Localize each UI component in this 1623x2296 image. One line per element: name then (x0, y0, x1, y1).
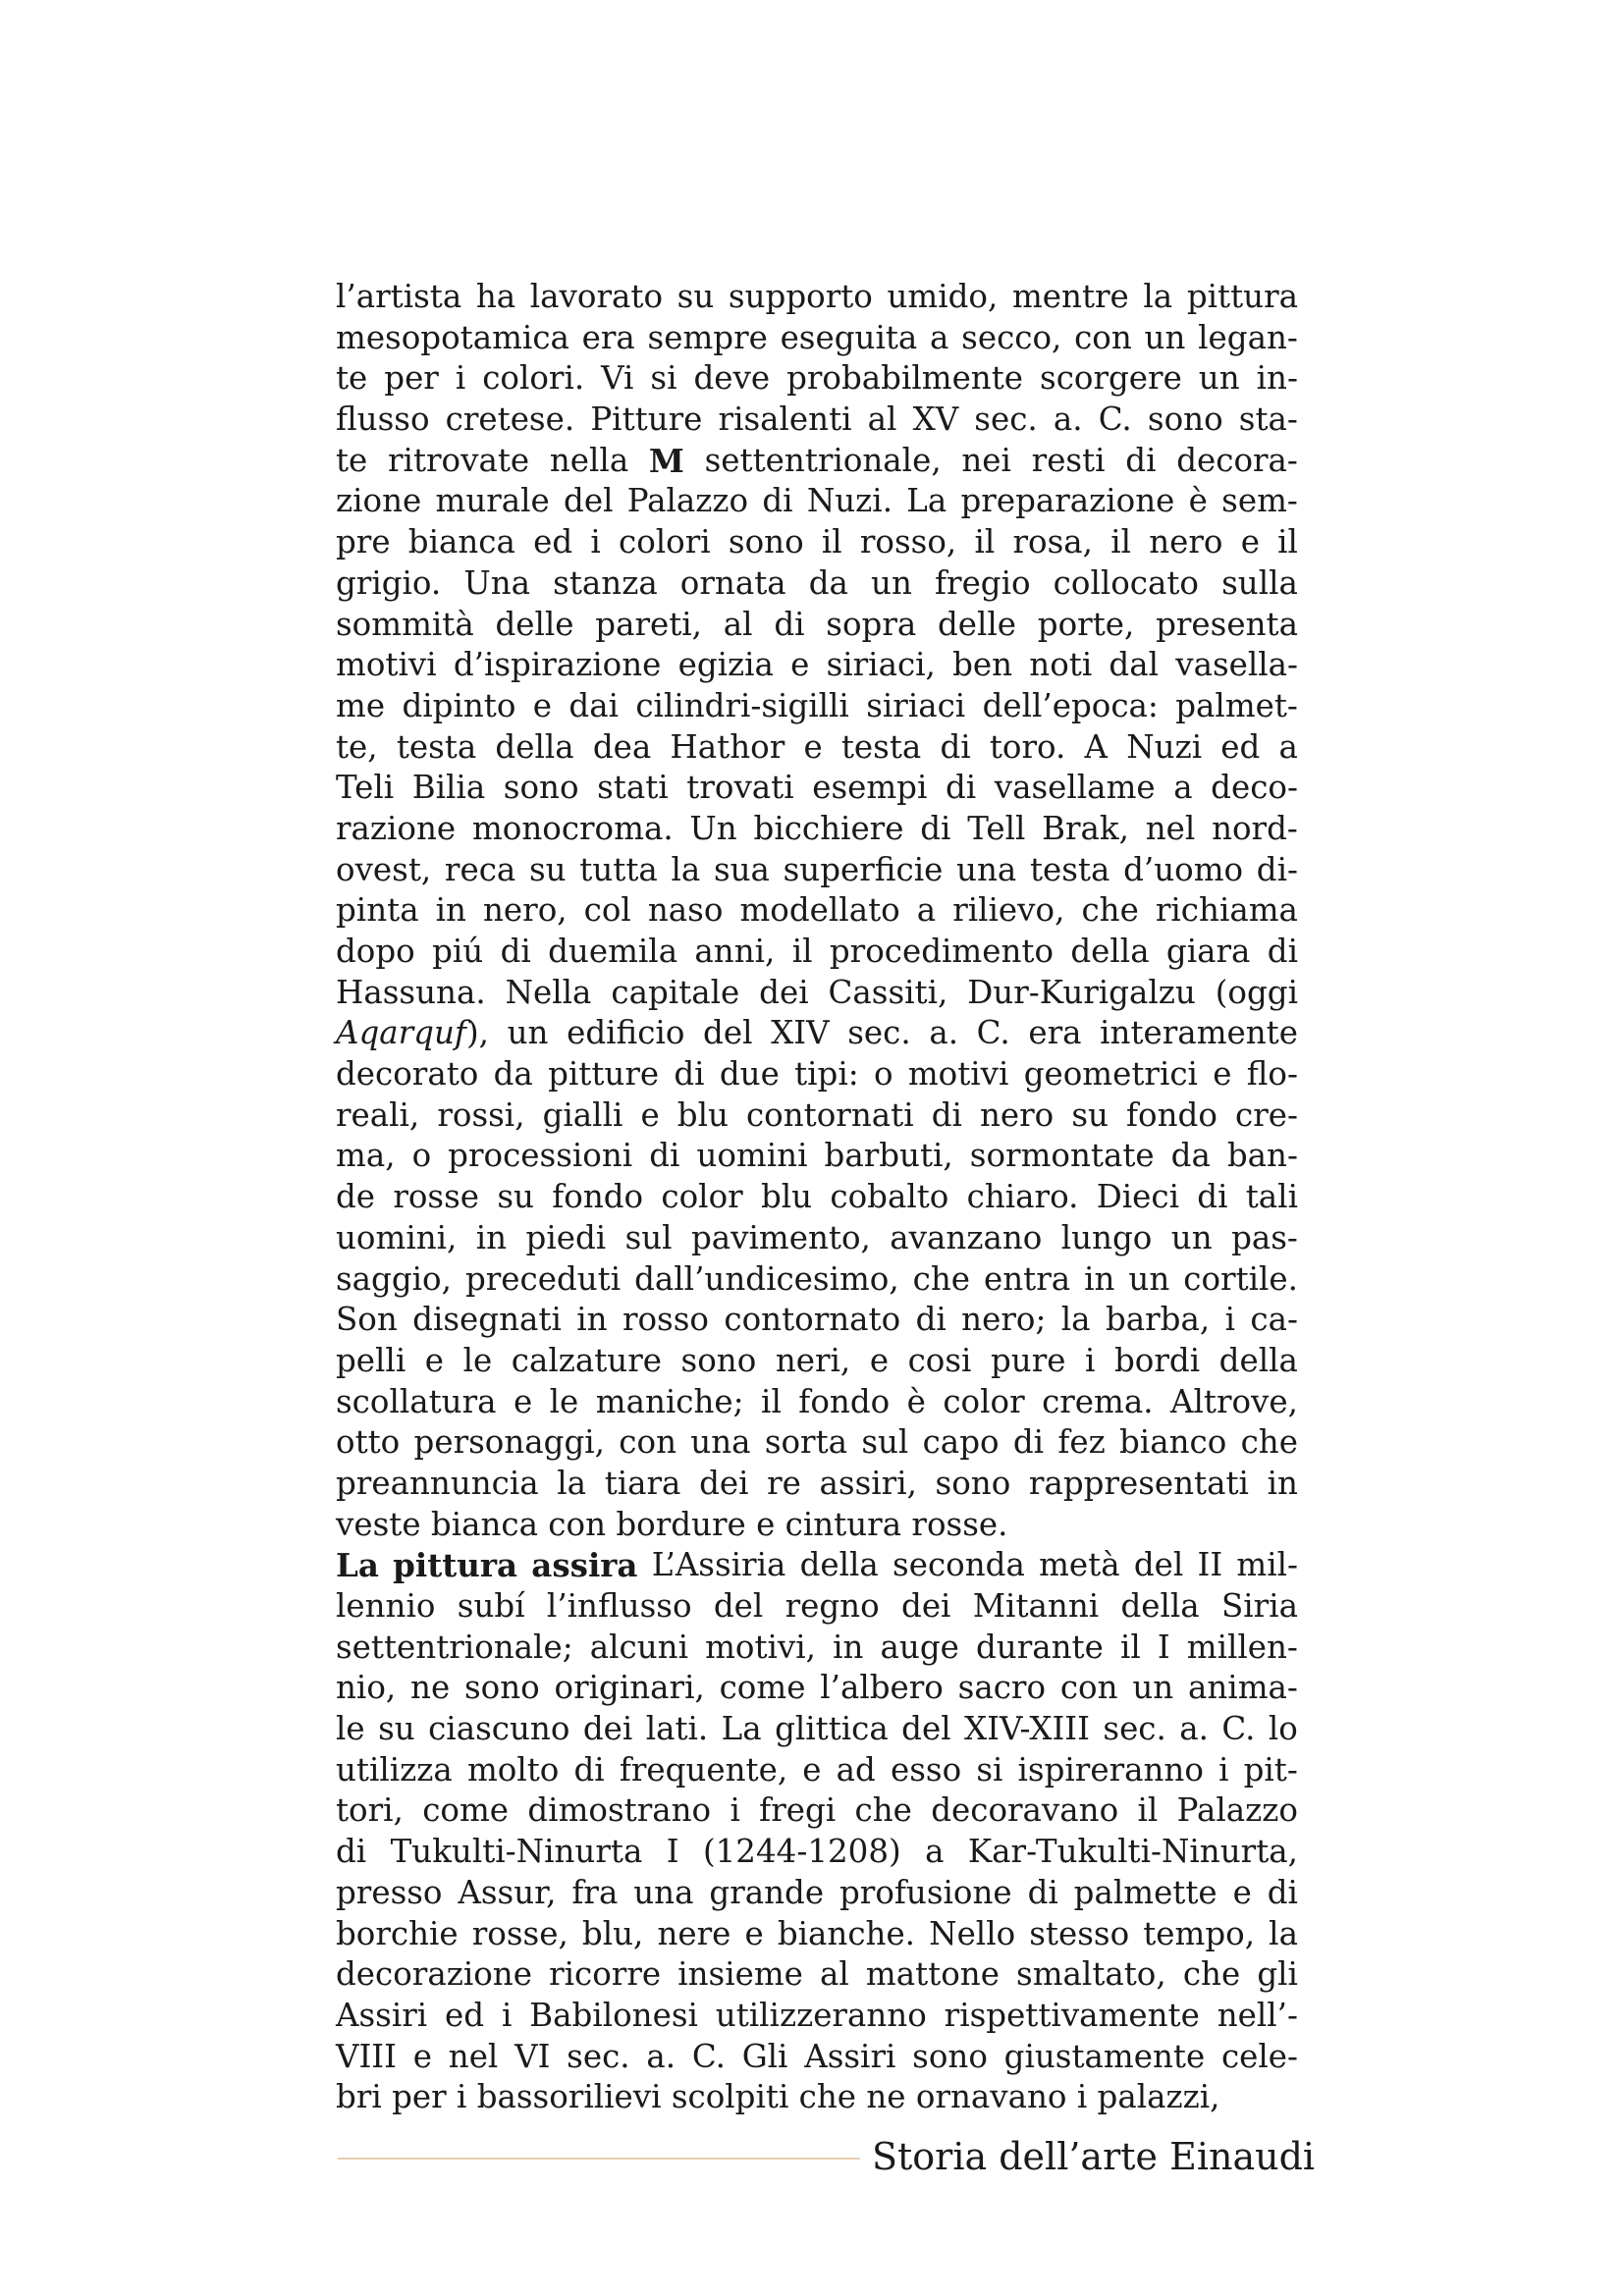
text-line: dopo piú di duemila anni, il procedimento della giara di (336, 933, 1298, 970)
text-line: VIII e nel VI sec. a. C. Gli Assiri sono giustamente cele- (336, 2037, 1298, 2075)
text-line: Teli Bilia sono stati trovati esempi di vasellame a deco- (336, 769, 1298, 807)
text-line: decorato da pitture di due tipi: o motivi geometrici e flo- (336, 1055, 1298, 1094)
text-line: motivi d’ispirazione egizia e siriaci, ben noti dal vasella- (336, 646, 1298, 684)
text-line: reali, rossi, gialli e blu contornati di nero su fondo cre- (336, 1095, 1298, 1134)
text-line: zione murale del Palazzo di Nuzi. La preparazione è sem- (336, 482, 1298, 520)
text-line: borchie rosse, blu, nere e bianche. Nello stesso tempo, la (336, 1914, 1298, 1952)
text-line: ma, o processioni di uomini barbuti, sormontate da ban- (336, 1137, 1298, 1175)
footer-rule (338, 2158, 860, 2160)
text-line: le su ciascuno dei lati. La glittica del XIV-XIII sec. a. C. lo (336, 1710, 1298, 1748)
text-line: sommità delle pareti, al di sopra delle porte, presenta (336, 605, 1298, 643)
body-text (336, 277, 1298, 2118)
text-line: nio, ne sono originari, come l’albero sacro con un anima- (336, 1669, 1298, 1707)
text-line: razione monocroma. Un bicchiere di Tell Brak, nel nord- (336, 809, 1298, 847)
text-line: presso Assur, fra una grande profusione di palmette e di (336, 1873, 1298, 1911)
text-line: di Tukulti-Ninurta I (1244-1208) a Kar-Tukulti-Ninurta, (336, 1833, 1298, 1871)
text-line: bri per i bassorilievi scolpiti che ne ornavano i palazzi, (336, 2078, 1220, 2116)
text-line: te per i colori. Vi si deve probabilmente scorgere un in- (336, 359, 1298, 398)
text-line: pelli e le calzature sono neri, e cosi pure i bordi della (336, 1341, 1298, 1379)
footer-title: Storia dell’arte Einaudi (872, 2135, 1316, 2178)
text-line: flusso cretese. Pitture risalenti al XV sec. a. C. sono sta- (336, 400, 1298, 439)
text-line: lennio subí l’influsso del regno dei Mitanni della Siria (336, 1587, 1298, 1625)
text-line: settentrionale; alcuni motivi, in auge durante il I millen- (336, 1628, 1298, 1666)
text-line: veste bianca con bordure e cintura rosse. (336, 1505, 1008, 1543)
text-line: pinta in nero, col naso modellato a rilievo, che richiama (336, 891, 1298, 930)
text-line: preannuncia la tiara dei re assiri, sono rappresentati in (336, 1464, 1298, 1502)
text-line: saggio, preceduti dall’undicesimo, che entra in un cortile. (336, 1259, 1298, 1298)
text-line: Hassuna. Nella capitale dei Cassiti, Dur-Kurigalzu (oggi (336, 973, 1298, 1011)
text-line: me dipinto e dai cilindri-sigilli siriaci dell’epoca: palmet- (336, 686, 1298, 724)
text-line: de rosse su fondo color blu cobalto chiaro. Dieci di tali (336, 1178, 1298, 1216)
text-line: Aqarquf), un edificio del XIV sec. a. C. era interamente (336, 1014, 1298, 1052)
text-line: utilizza molto di frequente, e ad esso si ispireranno i pit- (336, 1750, 1298, 1789)
text-line: mesopotamica era sempre eseguita a secco, con un legan- (336, 318, 1298, 356)
text-line: Son disegnati in rosso contornato di nero; la barba, i ca- (336, 1301, 1298, 1339)
text-line: ovest, reca su tutta la sua superficie una testa d’uomo di- (336, 850, 1298, 888)
text-line: grigio. Una stanza ornata da un fregio collocato sulla (336, 563, 1298, 602)
text-line: l’artista ha lavorato su supporto umido, mentre la pittura (336, 278, 1298, 315)
text-line: te ritrovate nella M settentrionale, nei resti di decora- (336, 441, 1298, 480)
text-line: Assiri ed i Babilonesi utilizzeranno rispettivamente nell’- (336, 1996, 1298, 2034)
text-line: pre bianca ed i colori sono il rosso, il rosa, il nero e il (336, 523, 1298, 561)
text-line: decorazione ricorre insieme al mattone smaltato, che gli (336, 1955, 1298, 1994)
text-line: scollatura e le maniche; il fondo è color crema. Altrove, (336, 1382, 1298, 1420)
text-line: te, testa della dea Hathor e testa di toro. A Nuzi ed a (336, 727, 1298, 766)
text-line: uomini, in piedi sul pavimento, avanzano lungo un pas- (336, 1218, 1298, 1256)
text-line: La pittura assira L’Assiria della seconda metà del II mil- (336, 1546, 1298, 1585)
text-line: otto personaggi, con una sorta sul capo di fez bianco che (336, 1423, 1298, 1462)
text-line: tori, come dimostrano i fregi che decoravano il Palazzo (336, 1791, 1298, 1830)
